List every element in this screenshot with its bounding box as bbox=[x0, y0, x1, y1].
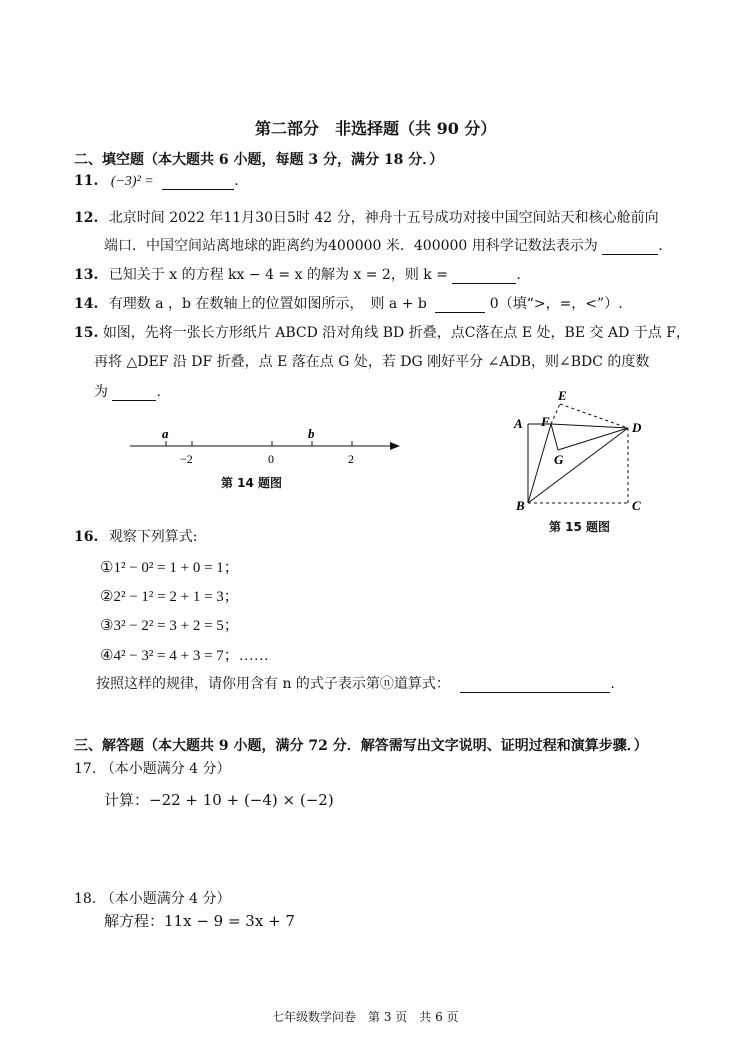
label-D: D bbox=[632, 420, 642, 435]
question-18-task: 解方程：11x − 9 = 3x + 7 bbox=[104, 912, 295, 930]
tick-label-2: 2 bbox=[348, 452, 354, 466]
question-17-score: （本小题满分 4 分） bbox=[100, 761, 231, 777]
formula-item: ②2² − 1² = 2 + 1 = 3； bbox=[100, 589, 239, 605]
period: . bbox=[610, 676, 615, 692]
question-16-ask-row bbox=[96, 673, 615, 693]
number-line-figure bbox=[126, 422, 406, 472]
section-3-heading: 三、解答题（本大题共 9 小题，满分 72 分．解答需写出文字说明、证明过程和演算步骤．） bbox=[74, 738, 648, 754]
point-b-label: b bbox=[308, 426, 315, 441]
question-number: 17. bbox=[74, 761, 97, 777]
question-18 bbox=[74, 888, 231, 908]
question-15-line-2: 再将 △DEF 沿 DF 折叠，点 E 落在点 G 处，若 DG 刚好平分 ∠ADB，则∠BDC 的度数 bbox=[94, 354, 650, 370]
question-11-expression: (−3)² = bbox=[110, 174, 154, 189]
question-17 bbox=[74, 758, 231, 778]
question-13-text: 已知关于 x 的方程 kx − 4 = x 的解为 x = 2，则 k = bbox=[108, 267, 448, 283]
period: . bbox=[658, 238, 663, 254]
question-15-line-3: 为 bbox=[94, 384, 108, 400]
figure-15-caption: 第 15 题图 bbox=[549, 520, 611, 534]
question-number: 12. bbox=[74, 210, 99, 226]
question-16-title: 观察下列算式: bbox=[108, 529, 198, 545]
label-F: F bbox=[541, 414, 550, 429]
question-14 bbox=[74, 293, 623, 313]
question-14-tail: 0（填“>，=，<”）. bbox=[489, 296, 623, 312]
question-16 bbox=[74, 526, 198, 546]
answer-blank[interactable] bbox=[602, 240, 658, 255]
question-12-line-2-row bbox=[104, 235, 663, 255]
formula-item: ①1² − 0² = 1 + 0 = 1； bbox=[100, 560, 239, 576]
question-number: 15. bbox=[74, 325, 99, 341]
segment-BD bbox=[528, 428, 628, 503]
label-A: A bbox=[514, 416, 523, 431]
point-a-label: a bbox=[162, 426, 169, 441]
segment-FE-dashed bbox=[551, 404, 560, 424]
question-16-ask: 按照这样的规律，请你用含有 n 的式子表示第ⓝ道算式： bbox=[96, 676, 450, 692]
question-15-line-3-row bbox=[94, 381, 161, 401]
geometry-figure-15 bbox=[508, 386, 648, 514]
question-15 bbox=[74, 322, 690, 342]
question-number: 18. bbox=[74, 891, 97, 907]
label-G: G bbox=[554, 452, 564, 467]
question-18-score: （本小题满分 4 分） bbox=[100, 891, 231, 907]
period: . bbox=[156, 384, 161, 400]
label-C: C bbox=[632, 498, 641, 513]
question-11 bbox=[74, 173, 239, 190]
number-line-arrow-icon bbox=[390, 442, 400, 450]
segment-ED-dashed bbox=[560, 404, 628, 428]
part-title: 第二部分 非选择题（共 90 分） bbox=[255, 119, 497, 138]
tick-label-neg2: −2 bbox=[180, 452, 193, 466]
formula-item: ③3² − 2² = 3 + 2 = 5； bbox=[100, 618, 239, 634]
question-14-text: 有理数 a ，b 在数轴上的位置如图所示， 则 a + b bbox=[108, 296, 427, 312]
section-2-heading: 二、填空题（本大题共 6 小题，每题 3 分，满分 18 分．） bbox=[74, 152, 444, 168]
segment-BF bbox=[528, 424, 551, 503]
formula-item: ④4² − 3² = 4 + 3 = 7；…… bbox=[100, 648, 269, 664]
answer-blank[interactable] bbox=[162, 175, 234, 190]
segment-FG bbox=[551, 424, 558, 450]
question-12-line-1: 北京时间 2022 年11月30日5时 42 分，神舟十五号成功对接中国空间站天和核心舱前向 bbox=[108, 210, 659, 226]
label-B: B bbox=[516, 498, 525, 513]
question-12 bbox=[74, 207, 659, 227]
period: . bbox=[234, 173, 239, 189]
question-17-task: 计算：−22 + 10 + (−4) × (−2) bbox=[104, 791, 334, 809]
answer-blank[interactable] bbox=[112, 386, 156, 401]
period: . bbox=[516, 267, 521, 283]
question-number: 14. bbox=[74, 296, 99, 312]
question-12-line-2: 端口．中国空间站离地球的距离约为400000 米．400000 用科学记数法表示为 bbox=[104, 238, 598, 254]
answer-blank[interactable] bbox=[435, 298, 485, 313]
question-15-line-1: 如图，先将一张长方形纸片 ABCD 沿对角线 BD 折叠，点C落在点 E 处，BE 交 AD 于点 F， bbox=[102, 325, 690, 341]
page-footer: 七年级数学问卷 第 3 页 共 6 页 bbox=[272, 1010, 459, 1024]
answer-blank[interactable] bbox=[460, 678, 610, 693]
label-E: E bbox=[558, 388, 567, 403]
tick-label-0: 0 bbox=[268, 452, 274, 466]
question-number: 11. bbox=[74, 173, 99, 189]
answer-blank[interactable] bbox=[452, 269, 516, 284]
figure-14-caption: 第 14 题图 bbox=[221, 476, 283, 490]
segment-FD bbox=[551, 424, 628, 428]
question-13 bbox=[74, 264, 521, 284]
segment-GD bbox=[558, 428, 628, 450]
question-number: 13. bbox=[74, 267, 99, 283]
question-number: 16. bbox=[74, 529, 99, 545]
